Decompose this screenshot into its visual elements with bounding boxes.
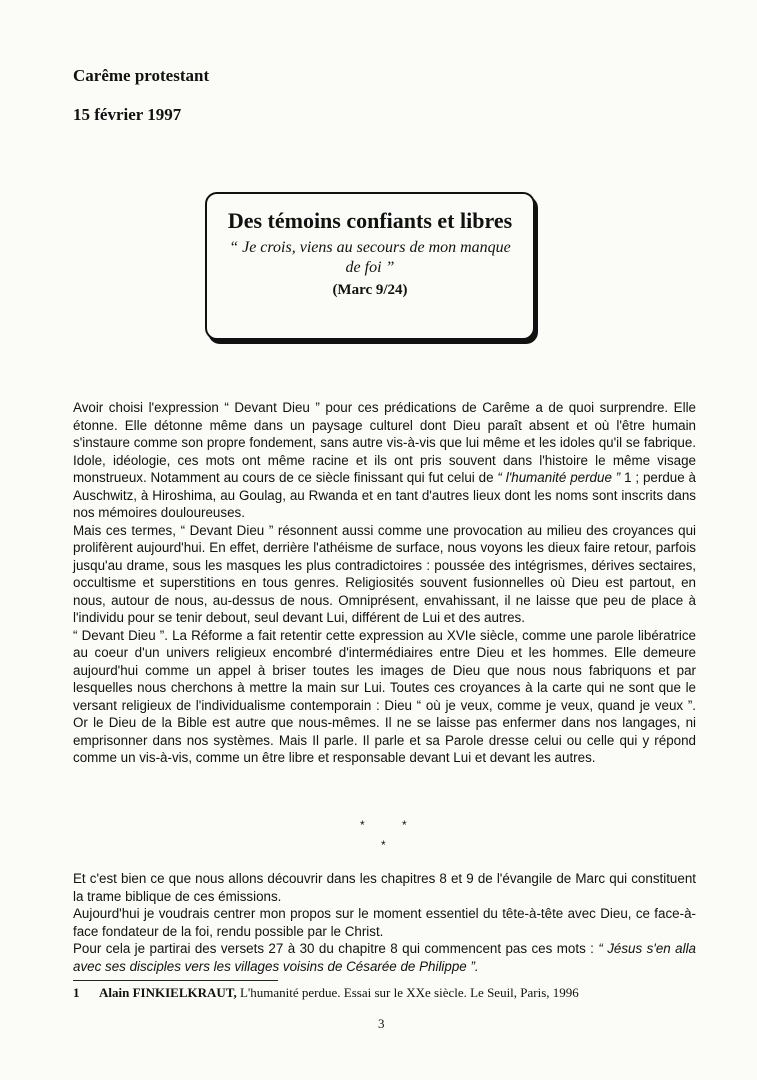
page-number: 3	[378, 1016, 385, 1031]
paragraph-text: Avoir choisi l'expression “ Devant Dieu ” pour ces prédications de Carême a de quoi surprendre. Elle étonne. Elle détonne même dans un paysage culturel dont Dieu paraît absent et où l'être humain s'instaure comme son propre fondement, sans autre vis-à-vis que lui même et les idoles qu'il se fabrique. Idole, idéologie, ces mots ont même racine et ils ont pris souvent dans l'histoire le même visage monstrueux. Notamment au cours de ce siècle finissant qui fut celui de	[73, 400, 696, 485]
emphasized-quote: “ l'humanité perdue ”	[497, 470, 621, 485]
main-text-section-2	[73, 870, 696, 975]
paragraph: Mais ces termes, “ Devant Dieu ” résonnent aussi comme une provocation au milieu des croyances qui prolifèrent aujourd'hui. En effet, derrière l'athéisme de surface, nous voyons les dieux faire retour, parfois jusqu'au drame, sous les masques les plus contradictoires : poussée des intégrismes, dérives sectaires, occultisme et superstitions en tous genres. Religiosités souvent fusionnelles où Dieu est partout, en nous, autour de nous, au-dessus de nous. Omniprésent, envahissant, il ne laisse que peu de place à l'individu pour se tenir debout, seul devant Lui, différent de Lui et des autres.	[73, 522, 696, 625]
footnote-number: 1	[73, 985, 80, 1000]
separator-star: *	[360, 818, 365, 832]
paragraph	[73, 940, 696, 975]
section-separator	[330, 818, 430, 858]
header-series-title: Carême protestant	[73, 66, 210, 85]
separator-star: *	[381, 838, 386, 852]
epigraph-quote: “ Je crois, viens au secours de mon manque de foi ”	[229, 239, 511, 276]
paragraph: “ Devant Dieu ”. La Réforme a fait retentir cette expression au XVIe siècle, comme une parole libératrice au coeur d'un univers religieux encombré d'intermédiaires entre Dieu et les hommes. Elle demeure aujourd'hui comme un appel à briser toutes les images de Dieu que nous nous fabriquons et par lesquelles nous cherchons à mettre la main sur Lui. Toutes ces croyances à la carte qui ne sont que le versant religieux de l'individualisme contemporain : Dieu “ où je veux, comme je veux, quand je veux ”. Or le Dieu de la Bible est autre que nous-mêmes. Il ne se laisse pas enfermer dans nos langages, ni emprisonner dans nos systèmes. Mais Il parle. Il parle et sa Parole dresse celui ou celle qui y répond comme un vis-à-vis, comme un être libre et responsable devant Lui et devant les autres.	[73, 627, 696, 765]
emphasized-quote: “ Jésus s'en alla avec ses disciples vers les villages voisins de Césarée de Philippe ”.	[73, 941, 696, 974]
paragraph-text: ; perdue à Auschwitz, à Hiroshima, au Goulag, au Rwanda et en tant d'autres lieux dont les noms sont inscrits dans nos mémoires douloureuses.	[73, 470, 696, 520]
footnote-author: Alain FINKIELKRAUT,	[99, 985, 237, 1000]
footnote-reference: 1	[624, 470, 632, 485]
footnote-text: L'humanité perdue. Essai sur le XXe siècle. Le Seuil, Paris, 1996	[239, 985, 579, 1000]
separator-star: *	[402, 818, 407, 832]
footnote	[73, 985, 713, 1001]
paragraph: Aujourd'hui je voudrais centrer mon propos sur le moment essentiel du tête-à-tête avec Dieu, ce face-à-face fondateur de la foi, rendu possible par le Christ.	[73, 906, 696, 939]
footnote-divider	[73, 980, 278, 981]
paragraph: Et c'est bien ce que nous allons découvrir dans les chapitres 8 et 9 de l'évangile de Marc qui constituent la trame biblique de ces émissions.	[73, 871, 696, 904]
paragraph-text: Pour cela je partirai des versets 27 à 30 du chapitre 8 qui commencent pas ces mots :	[73, 941, 594, 956]
main-text-section-1	[73, 399, 696, 767]
header-date: 15 février 1997	[73, 105, 182, 124]
sermon-title: Des témoins confiants et libres	[227, 208, 513, 233]
title-box	[205, 192, 535, 340]
paragraph	[73, 399, 696, 522]
bible-reference: (Marc 9/24)	[332, 282, 408, 298]
